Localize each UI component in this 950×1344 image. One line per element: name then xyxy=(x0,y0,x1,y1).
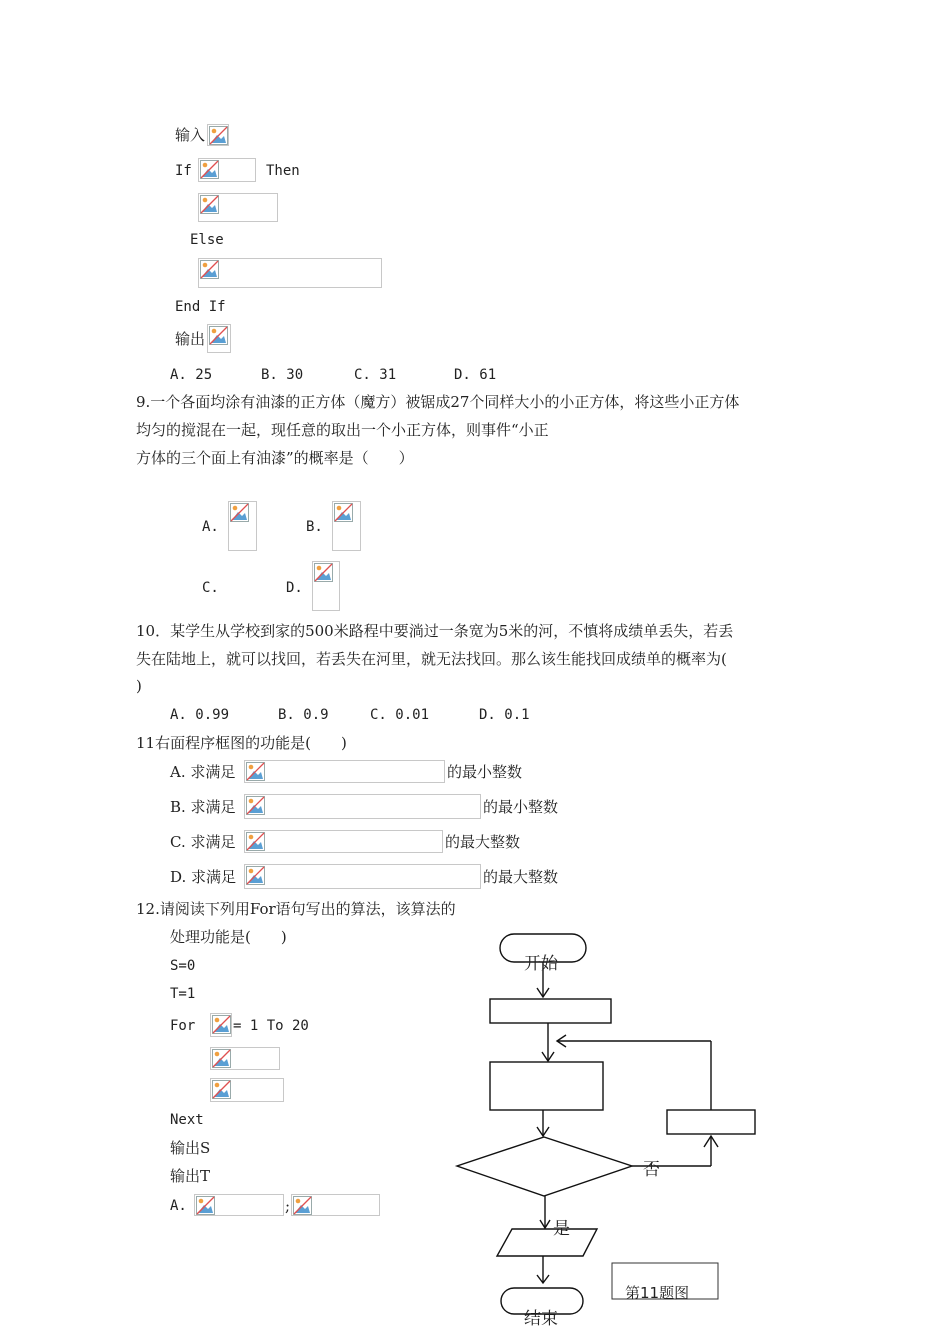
q9-line3: 方体的三个面上有油漆”的概率是（ ） xyxy=(136,449,414,467)
q9-line2: 均匀的搅混在一起，现任意的取出一个小正方体，则事件“小正 xyxy=(136,421,549,439)
process-box-1 xyxy=(490,999,611,1023)
q10-option-b: B. 0.9 xyxy=(278,707,329,723)
q10-line3: ) xyxy=(136,677,142,695)
loop-process-box xyxy=(667,1110,755,1134)
option-c: C. 31 xyxy=(354,367,397,383)
q9-option-c: C. xyxy=(202,580,219,596)
q9-option-b: B. xyxy=(306,519,323,535)
q10-line1: 10．某学生从学校到家的500米路程中要淌过一条宽为5米的河，不慎将成绩单丢失，若丢 xyxy=(136,622,734,640)
q12-stem: 12.请阅读下列用For语句写出的算法，该算法的 xyxy=(136,900,456,918)
start-label: 开始 xyxy=(524,954,558,974)
q12-separator: ; xyxy=(285,1197,291,1215)
output-t: 输出T xyxy=(170,1167,211,1185)
q10-option-c: C. 0.01 xyxy=(370,707,430,723)
q11-option-a-suffix: 的最小整数 xyxy=(447,763,523,781)
yes-label: 是 xyxy=(553,1219,570,1239)
output-s: 输出S xyxy=(170,1139,211,1157)
output-parallelogram xyxy=(497,1229,597,1256)
next-keyword: Next xyxy=(170,1112,204,1128)
else-keyword: Else xyxy=(190,232,224,248)
q9-option-d: D. xyxy=(286,580,303,596)
no-label: 否 xyxy=(643,1160,660,1180)
figure-caption: 第11题图 xyxy=(625,1284,690,1302)
then-keyword: Then xyxy=(266,163,300,179)
q9-option-a: A. xyxy=(202,519,219,535)
option-d: D. 61 xyxy=(454,367,497,383)
output-label: 输出 xyxy=(175,330,206,348)
q10-line2: 失在陆地上，就可以找回，若丢失在河里，就无法找回。那么该生能找回成绩单的概率为( xyxy=(136,650,727,668)
q12-option-a: A. xyxy=(170,1198,187,1214)
option-a: A. 25 xyxy=(170,367,213,383)
q10-option-d: D. 0.1 xyxy=(479,707,530,723)
for-range: = 1 To 20 xyxy=(233,1018,309,1034)
q11-option-d-suffix: 的最大整数 xyxy=(483,868,559,886)
q11-stem: 11右面程序框图的功能是( ) xyxy=(136,734,347,752)
q11-option-a-prefix: A. 求满足 xyxy=(170,763,236,781)
q11-option-c-suffix: 的最大整数 xyxy=(445,833,521,851)
q11-option-b-prefix: B. 求满足 xyxy=(170,798,236,816)
input-label: 输入 xyxy=(175,126,206,144)
process-box-2 xyxy=(490,1062,603,1110)
q11-option-c-prefix: C. 求满足 xyxy=(170,833,236,851)
if-keyword: If xyxy=(175,163,192,179)
q11-option-b-suffix: 的最小整数 xyxy=(483,798,559,816)
end-label: 结束 xyxy=(524,1309,558,1329)
for-keyword: For xyxy=(170,1018,196,1034)
q9-line1: 9.一个各面均涂有油漆的正方体（魔方）被锯成27个同样大小的小正方体，将这些小正方体 xyxy=(136,393,740,411)
option-b: B. 30 xyxy=(261,367,304,383)
q11-option-d-prefix: D. 求满足 xyxy=(170,868,237,886)
q10-option-a: A. 0.99 xyxy=(170,707,230,723)
q12-t1: T=1 xyxy=(170,986,196,1002)
endif-keyword: End If xyxy=(175,299,226,315)
q12-s0: S=0 xyxy=(170,958,196,974)
decision-diamond xyxy=(457,1137,632,1196)
q12-line2: 处理功能是( ) xyxy=(170,928,287,946)
